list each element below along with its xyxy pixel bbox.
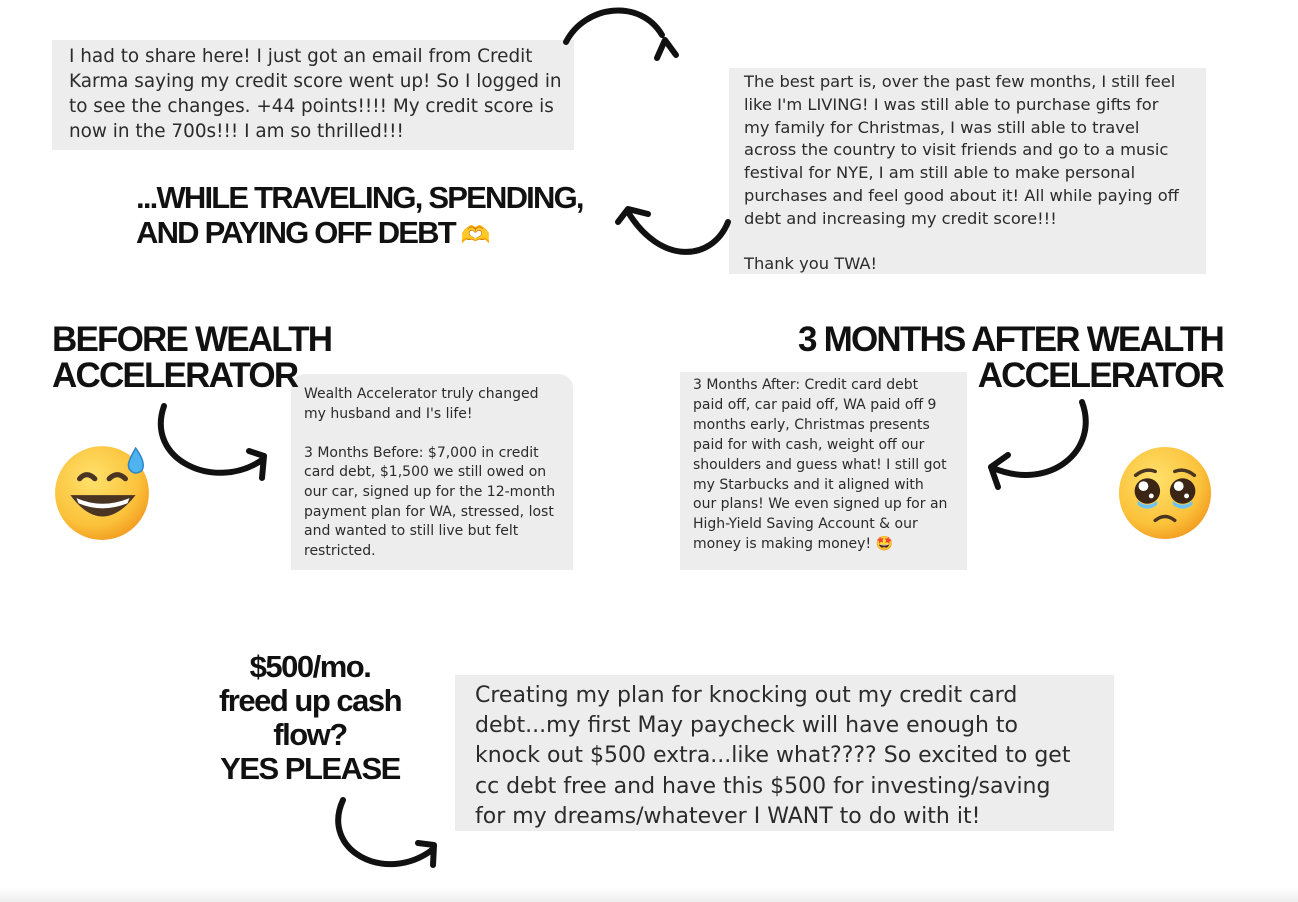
curved-arrow-icon: [325, 790, 450, 875]
headline-traveling-text: ...WHILE TRAVELING, SPENDING, AND PAYING OFF DEBT: [136, 180, 583, 250]
pleading-face-icon: [1116, 444, 1214, 542]
headline-traveling-spending: [136, 180, 583, 253]
headline-before-wealth-accelerator: BEFORE WEALTH ACCELERATOR: [52, 320, 332, 395]
curved-arrow-icon: [555, 0, 685, 70]
bottom-edge-shadow: [0, 888, 1298, 902]
heart-hands-icon: 🫶: [460, 221, 491, 249]
headline-after-wealth-accelerator: 3 MONTHS AFTER WEALTH ACCELERATOR: [798, 320, 1223, 395]
headline-freed-up-cash-flow: $500/mo. freed up cash flow? YES PLEASE: [218, 649, 402, 786]
testimonial-card-freed-cash: Creating my plan for knocking out my credit card debt...my first May paycheck will have enough to knock out $500 extra...like what???? So excited to get cc debt free and have this $500 for investing/saving for my dreams/whatever I WANT to do with it!: [455, 675, 1114, 831]
grinning-face-with-sweat-icon: [52, 440, 154, 542]
testimonial-card-before: Wealth Accelerator truly changed my husband and I's life! 3 Months Before: $7,000 in credit card debt, $1,500 we still owed on our car, signed up for the 12-month payment plan for WA, stressed, lost and wanted to still live but felt restricted.: [291, 374, 573, 570]
testimonial-card-living: The best part is, over the past few months, I still feel like I'm LIVING! I was still able to purchase gifts for my family for Christmas, I was still able to travel across the country to visit friends and go to a music festival for NYE, I am still able to make personal purchases and feel good about it! All while paying off debt and increasing my credit score!!! Thank you TWA!: [729, 68, 1206, 274]
testimonial-card-after: 3 Months After: Credit card debt paid off, car paid off, WA paid off 9 months early, Christmas presents paid for with cash, weight off our shoulders and guess what! I still got my Starbucks and it aligned with our plans! We even signed up for an High-Yield Saving Account & our money is making money! 🤩: [680, 372, 967, 570]
curved-arrow-icon: [150, 400, 280, 490]
curved-arrow-icon: [980, 395, 1100, 495]
testimonial-card-credit-karma: I had to share here! I just got an email from Credit Karma saying my credit score went up! So I logged in to see the changes. +44 points!!!! My credit score is now in the 700s!!! I am so thrilled!!!: [52, 40, 574, 150]
curved-arrow-icon: [610, 195, 740, 265]
